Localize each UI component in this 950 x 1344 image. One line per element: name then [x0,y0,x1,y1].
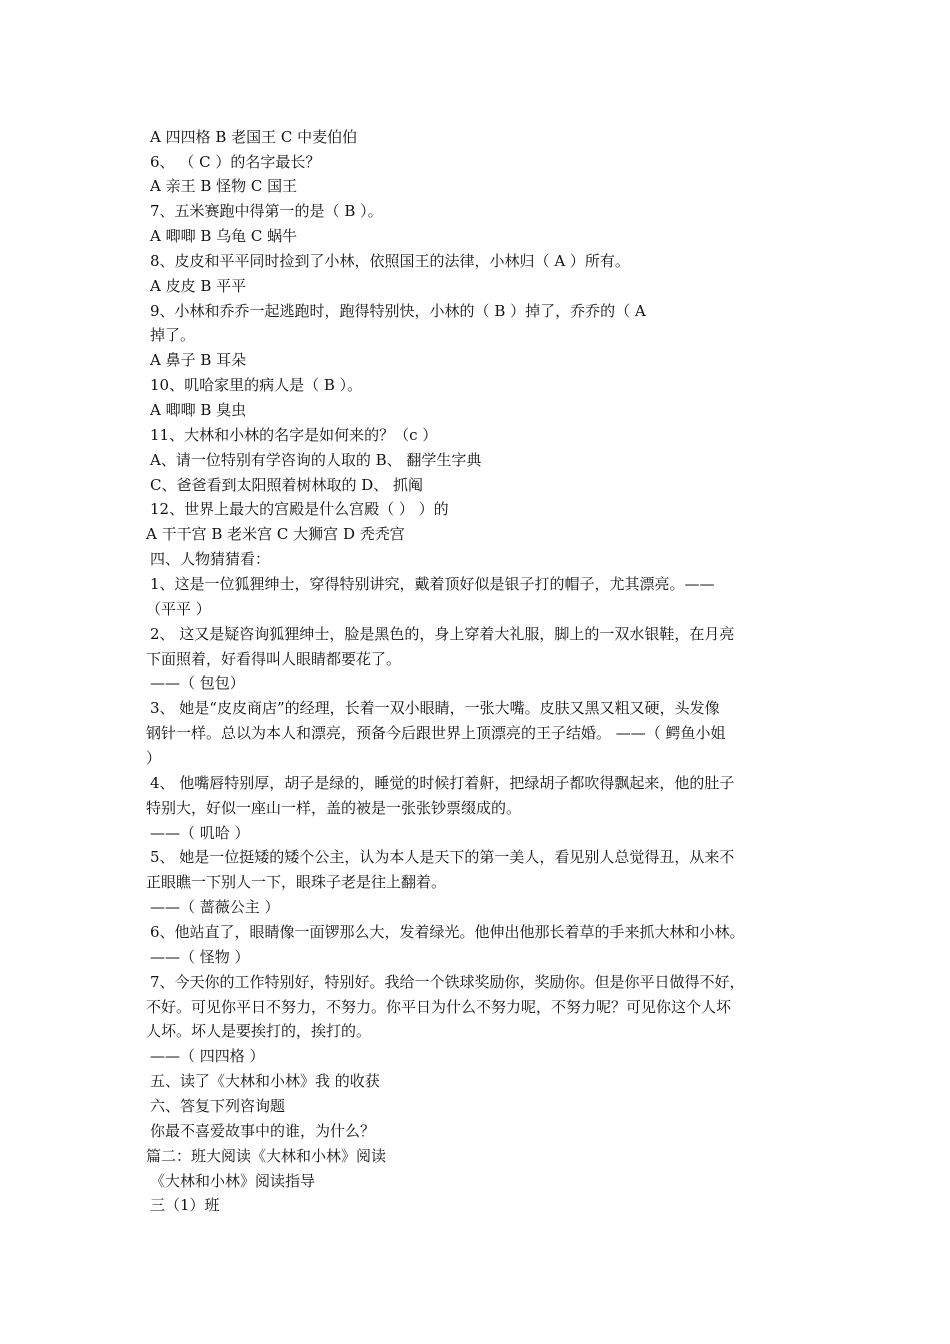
text-line: 6、 （ C ）的名字最长？ [150,153,321,171]
section-heading: 五、读了《大林和小林》我 的收获 [150,1072,380,1090]
text-line: ——（ 叽哈 ） [150,824,250,842]
text-line: 2、 这又是疑咨询狐狸绅士，脸是黑色的，身上穿着大礼服，脚上的一双水银鞋，在月亮 [150,625,735,643]
text-line: ——（ 蔷薇公主 ） [150,898,280,916]
text-line: 3、 她是“皮皮商店”的经理，长着一双小眼睛，一张大嘴。皮肤又黑又粗又硬，头发像 [150,699,720,717]
text-line: 1、这是一位狐狸绅士，穿得特别讲究，戴着顶好似是银子打的帽子，尤其漂亮。—— [150,575,715,593]
text-line: 三（1）班 [150,1196,220,1214]
text-line: 不好。可见你平日不努力，不努力。你平日为什么不努力呢，不努力呢？可见你这个人坏 [146,998,732,1016]
text-line: C、爸爸看到太阳照着树林取的 D、 抓阄 [150,476,424,494]
text-line: 9、小林和乔乔一起逃跑时，跑得特别快，小林的（ B ）掉了，乔乔的（ A [150,302,646,320]
text-line: A 四四格 B 老国王 C 中麦伯伯 [150,128,358,146]
section-heading: 四、人物猜猜看： [150,550,271,568]
text-line: 7、今天你的工作特别好，特别好。我给一个铁球奖励你，奖励你。但是你平日做得不好， [150,973,745,991]
text-line: 4、 他嘴唇特别厚，胡子是绿的，睡觉的时候打着鼾，把绿胡子都吹得飘起来，他的肚子 [150,774,735,792]
text-line: ——（ 四四格 ） [150,1047,265,1065]
text-line: 正眼瞧一下别人一下，眼珠子老是往上翻着。 [146,873,447,891]
text-line: ——（ 怪物 ） [150,948,250,966]
section-heading: 六、答复下列咨询题 [150,1097,286,1115]
text-line: ——（ 包包） [150,674,245,692]
text-line: A 干干宫 B 老米宫 C 大狮宫 D 秃秃宫 [146,525,405,543]
text-line: 《大林和小林》阅读指导 [150,1172,316,1190]
text-line: 人坏。坏人是要挨打的，挨打的。 [146,1022,372,1040]
text-line: A 唧唧 B 臭虫 [150,401,247,419]
text-line: 12、世界上最大的宫殿是什么宫殿（ ） ）的 [150,500,449,518]
text-line: A 皮皮 B 平平 [150,277,247,295]
text-line: 6、他站直了，眼睛像一面锣那么大，发着绿光。他伸出他那长着草的手来抓大林和小林。 [150,923,745,941]
text-line: 11、大林和小林的名字是如何来的？（c ） [150,426,438,444]
text-line: 5、 她是一位挺矮的矮个公主，认为本人是天下的第一美人，看见别人总觉得丑，从来不 [150,848,735,866]
text-line: 篇二：班大阅读《大林和小林》阅读 [146,1147,387,1165]
text-line: ） [146,749,162,767]
text-line: 钢针一样。总以为本人和漂亮，预备今后跟世界上顶漂亮的王子结婚。 ——（ 鳄鱼小姐 [146,724,726,742]
text-line: 掉了。 [150,326,196,344]
text-line: 7、五米赛跑中得第一的是（ B ）。 [150,202,383,220]
text-line: A 亲王 B 怪物 C 国王 [150,177,298,195]
text-line: 10、叽哈家里的病人是（ B ）。 [150,376,363,394]
text-line: 你最不喜爱故事中的谁，为什么？ [150,1122,376,1140]
text-line: 下面照着，好看得叫人眼睛都要花了。 [146,650,402,668]
text-line: A、请一位特别有学咨询的人取的 B、 翻学生字典 [150,451,482,469]
text-line: 8、皮皮和平平同时捡到了小林，依照国王的法律，小林归（ A ）所有。 [150,252,630,270]
text-line: A 唧唧 B 乌龟 C 蜗牛 [150,227,298,245]
text-line: 特别大，好似一座山一样，盖的被是一张张钞票缀成的。 [146,799,522,817]
text-line: （平平 ） [146,600,211,618]
text-line: A 鼻子 B 耳朵 [150,351,247,369]
